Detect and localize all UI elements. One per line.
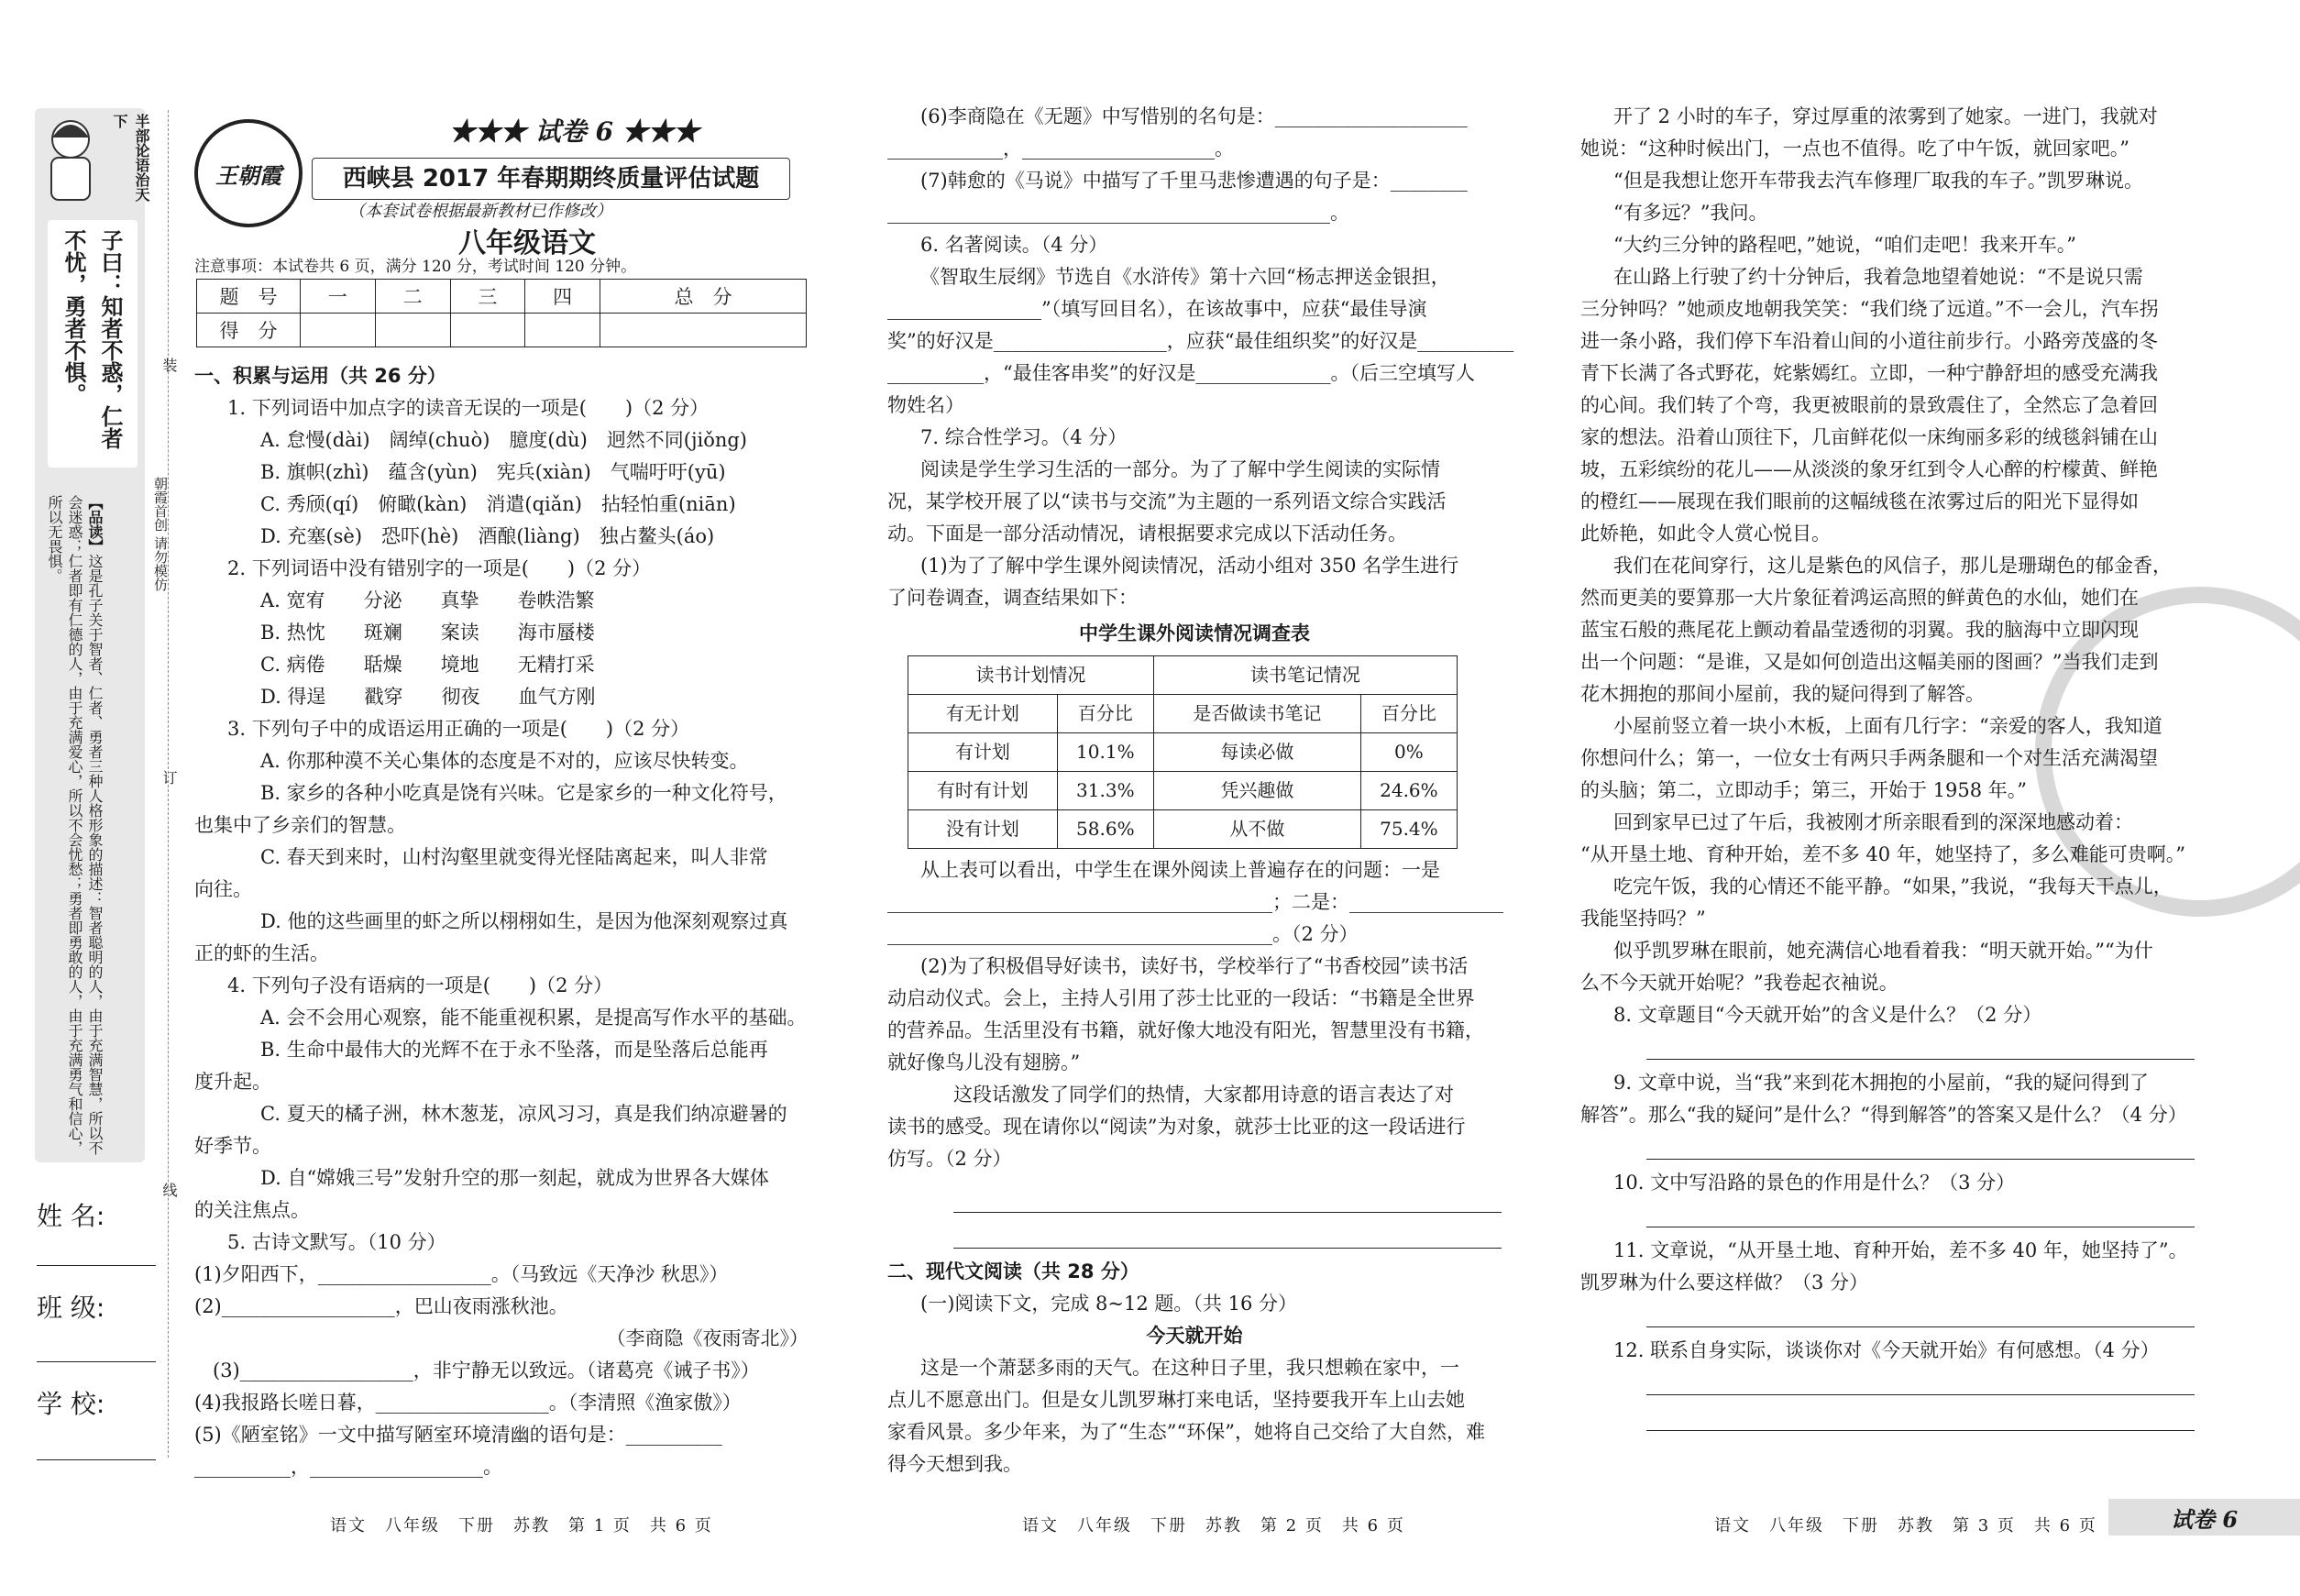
article-line: 家看风景。多少年来，为了“生态”“环保”，她将自己交给了大自然，难 xyxy=(887,1421,1485,1443)
question-line: 4. 下列句子没有语病的一项是( )（2 分） xyxy=(227,974,613,996)
fill-blank-line: (7)韩愈的《马说》中描写了千里马悲惨遭遇的句子是：________ xyxy=(920,170,1468,192)
article-line: 我们在花间穿行，这儿是紫色的风信子，那儿是珊瑚色的郁金香， xyxy=(1613,555,2172,577)
page2-column xyxy=(887,101,1514,1480)
score-header-cell: 一 xyxy=(301,280,376,314)
pindu-text: 这是孔子关于智者、仁者、勇者三种人格形象的描述：智者聪明的人，由于充满智慧，所以不会迷惑；仁者即有仁德的人，由于充满爱心，所以不会忧愁；勇者即勇敢的人，由于充满勇气和信心，所以无畏惧。 xyxy=(46,495,104,1155)
article-line: 出一个问题：“是谁，又是如何创造出这幅美丽的图画？”当我们走到 xyxy=(1580,651,2159,673)
score-header-cell: 二 xyxy=(375,280,450,314)
fill-blank-line: ____________，____________________。 xyxy=(887,138,1234,160)
score-cell[interactable] xyxy=(525,314,600,347)
article-line: 回到家早已过了午后，我被刚才所亲眼看到的深深地感动着： xyxy=(1613,811,2133,833)
option-line: C. 秀颀(qí) 俯瞰(kàn) 消遣(qiǎn) 拈轻怕重(niān) xyxy=(260,493,736,515)
text-line: 从上表可以看出，中学生在课外阅读上普遍存在的问题：一是 xyxy=(920,859,1440,881)
score-header-cell: 总 分 xyxy=(600,280,807,314)
margin-note-1: 装 xyxy=(160,358,178,372)
answer-line[interactable] xyxy=(1646,1299,2195,1327)
text-line: 奖”的好汉是__________________，应获“最佳组织奖”的好汉是__________ xyxy=(887,330,1514,352)
article-line: 花木拥抱的那间小屋前，我的疑问得到了解答。 xyxy=(1580,683,1985,705)
article-line: 在山路上行驶了约十分钟后，我着急地望着她说：“不是说只需 xyxy=(1613,266,2143,288)
avatar-illustration xyxy=(39,112,103,204)
survey-cell: 10.1% xyxy=(1057,733,1153,772)
margin-note-2: 朝霞首创 请勿模仿 xyxy=(152,477,169,591)
score-table xyxy=(196,279,807,347)
question-line: 8. 文章题目“今天就开始”的含义是什么？（2 分） xyxy=(1613,1004,2042,1026)
answer-line[interactable] xyxy=(953,1220,1502,1249)
page3-footer: 语文 八年级 下册 苏教 第 3 页 共 6 页 xyxy=(1714,1516,2097,1535)
option-line: B. 家乡的各种小吃真是饶有兴味。它是家乡的一种文化符号， xyxy=(260,782,787,804)
score-cell[interactable] xyxy=(450,314,525,347)
article-line: 然而更美的要算那一大片象征着鸿运高照的鲜黄色的水仙，她们在 xyxy=(1580,587,2139,609)
option-line: C. 病倦 聒燥 境地 无精打采 xyxy=(260,654,595,676)
text-line: 的营养品。生活里没有书籍，就好像大地没有阳光，智慧里没有书籍， xyxy=(887,1019,1484,1041)
survey-cell: 有时有计划 xyxy=(908,772,1058,810)
page1-footer: 语文 八年级 下册 苏教 第 1 页 共 6 页 xyxy=(330,1516,713,1535)
answer-line[interactable] xyxy=(1646,1367,2195,1395)
subsection-heading: (一)阅读下文，完成 8~12 题。（共 16 分） xyxy=(920,1293,1297,1315)
option-line: D. 他的这些画里的虾之所以栩栩如生，是因为他深刻观察过真 xyxy=(260,910,788,932)
class-label: 班 级: xyxy=(37,1293,105,1323)
survey-cell: 没有计划 xyxy=(908,810,1058,849)
question-line: 凯罗琳为什么要这样做？（3 分） xyxy=(1580,1271,1869,1293)
option-line: D. 充塞(sè) 恐吓(hè) 酒酿(liàng) 独占鳌头(áo) xyxy=(260,525,715,547)
text-line: 这段话激发了同学们的热情，大家都用诗意的语言表达了对 xyxy=(953,1084,1454,1106)
survey-cell: 75.4% xyxy=(1360,810,1457,849)
name-field[interactable] xyxy=(37,1265,156,1266)
score-header-cell: 题 号 xyxy=(197,280,301,314)
star-icon: ★★★ xyxy=(622,116,699,147)
article-line: 她说：“这种时候出门，一点也不值得。吃了中午饭，就回家吧。” xyxy=(1580,138,2129,160)
answer-line[interactable] xyxy=(953,1184,1502,1213)
school-label: 学 校: xyxy=(37,1389,105,1419)
article-line: “从开垦土地、育种开始，差不多 40 年，她坚持了，多么难能可贵啊。” xyxy=(1580,843,2186,865)
question-line: 3. 下列句子中的成语运用正确的一项是( )（2 分） xyxy=(227,718,690,740)
score-row-label: 得 分 xyxy=(197,314,301,347)
page1-column xyxy=(194,360,809,1483)
article-line: 蓝宝石般的燕尾花上颤动着晶莹透彻的羽翼。我的脑海中立即闪现 xyxy=(1580,619,2139,641)
question-line: 11. 文章说，“从开垦土地、育种开始，差不多 40 年，她坚持了”。 xyxy=(1613,1239,2188,1261)
text-line: 阅读是学生学习生活的一部分。为了了解中学生阅读的实际情 xyxy=(920,458,1440,480)
survey-col-header: 是否做读书笔记 xyxy=(1153,695,1360,733)
question-line: 9. 文章中说，当“我”来到花木拥抱的小屋前，“我的疑问得到了 xyxy=(1613,1072,2149,1094)
brand-text: 王朝霞 xyxy=(215,161,281,189)
article-title: 今天就开始 xyxy=(1146,1325,1243,1347)
option-line: 的关注焦点。 xyxy=(194,1199,310,1221)
article-line: 家的想法。沿着山顶往下，几亩鲜花似一床绚丽多彩的绒毯斜铺在山 xyxy=(1580,426,2158,448)
name-label: 姓 名: xyxy=(37,1201,105,1231)
star-icon: ★★★ xyxy=(449,116,527,147)
article-line: 小屋前竖立着一块小木板，上面有几行字：“亲爱的客人，我知道 xyxy=(1613,715,2162,737)
survey-table-title: 中学生课外阅读情况调查表 xyxy=(1079,622,1310,644)
article-line: 点儿不愿意出门。但是女儿凯罗琳打来电话，坚持要我开车上山去她 xyxy=(887,1389,1465,1411)
survey-col-header: 百分比 xyxy=(1360,695,1457,733)
score-header-cell: 三 xyxy=(450,280,525,314)
text-line: 《智取生辰纲》节选自《水浒传》第十六回“杨志押送金银担， xyxy=(920,266,1450,288)
option-line: C. 春天到来时，山村沟壑里就变得光怪陆离起来，叫人非常 xyxy=(260,846,768,868)
table-row xyxy=(908,772,1458,810)
option-line: A. 宽宥 分泌 真挚 卷帙浩繁 xyxy=(260,589,595,611)
text-line: (2)为了积极倡导好读书，读好书，学校举行了“书香校园”读书活 xyxy=(920,955,1469,977)
article-line: 得今天想到我。 xyxy=(887,1453,1022,1475)
survey-cell: 58.6% xyxy=(1057,810,1153,849)
text-line: 况，某学校开展了以“读书与交流”为主题的一系列语文综合实践活 xyxy=(887,490,1447,512)
question-line: 10. 文中写沿路的景色的作用是什么？（3 分） xyxy=(1613,1172,2016,1194)
article-line: 的心间。我们转了个弯，我更被眼前的景致震住了，全然忘了急着回 xyxy=(1580,394,2158,416)
option-line: D. 得逞 戳穿 彻夜 血气方刚 xyxy=(260,686,596,708)
fill-blank-line: ______________________________________________。 xyxy=(887,202,1349,224)
question-line: 2. 下列词语中没有错别字的一项是( )（2 分） xyxy=(227,557,652,579)
margin-note-3: 订 xyxy=(160,770,178,785)
table-row xyxy=(908,733,1458,772)
question-line: 1. 下列词语中加点字的读音无误的一项是( )（2 分） xyxy=(227,397,710,419)
table-row xyxy=(908,810,1458,849)
article-line: 你想问什么；第一，一位女士有两只手两条腿和一个对生活充满渴望 xyxy=(1580,747,2158,769)
section2-heading: 二、现代文阅读（共 28 分） xyxy=(887,1260,1139,1282)
notice-text: 注意事项：本试卷共 6 页，满分 120 分，考试时间 120 分钟。 xyxy=(194,258,637,276)
option-line: 向往。 xyxy=(194,878,252,900)
quote-main: 子曰：知者不惑，仁者不忧，勇者不惧。 xyxy=(61,229,123,449)
survey-group-header: 读书计划情况 xyxy=(908,656,1154,695)
text-line: 仿写。（2 分） xyxy=(887,1148,1012,1170)
article-line: 三分钟吗？”她顽皮地朝我笑笑：“我们绕了远道。”不一会儿，汽车拐 xyxy=(1580,298,2159,320)
option-line: 正的虾的生活。 xyxy=(194,942,329,964)
option-line: B. 生命中最伟大的光辉不在于永不坠落，而是坠落后总能再 xyxy=(260,1039,768,1061)
survey-table xyxy=(908,655,1458,849)
survey-cell: 31.3% xyxy=(1057,772,1153,810)
text-line: 了问卷调查，调查结果如下： xyxy=(887,587,1138,609)
binding-line xyxy=(168,110,169,1458)
option-line: 好季节。 xyxy=(194,1135,271,1157)
article-line: 此娇艳，如此令人赏心悦目。 xyxy=(1580,523,1831,545)
answer-line[interactable] xyxy=(1646,1403,2195,1431)
text-line: 动。下面是一部分活动情况，请根据要求完成以下活动任务。 xyxy=(887,523,1407,545)
answer-line[interactable] xyxy=(1646,1031,2195,1060)
article-line: “但是我想让您开车带我去汽车修理厂取我的车子。”凯罗琳说。 xyxy=(1613,170,2143,192)
question-line: 5. 古诗文默写。（10 分） xyxy=(227,1231,446,1253)
option-line: A. 你那种漠不关心集体的态度是不对的，应该尽快转变。 xyxy=(260,750,749,772)
subject-title: 八年级语文 xyxy=(458,227,596,259)
option-line: A. 怠慢(dài) 阔绰(chuò) 臆度(dù) 迥然不同(jiǒng) xyxy=(260,429,747,451)
article-line: 的头脑；第二，立即动手；第三，开始于 1958 年。” xyxy=(1580,779,2028,801)
score-cell[interactable] xyxy=(375,314,450,347)
article-line: “大约三分钟的路程吧，”她说，“咱们走吧！我来开车。” xyxy=(1613,234,2076,256)
text-line: 读书的感受。现在请你以“阅读”为对象，就莎士比亚的这一段话进行 xyxy=(887,1116,1466,1138)
fill-blank-line: (6)李商隐在《无题》中写惜别的名句是：____________________ xyxy=(920,105,1468,127)
option-line: D. 自“嫦娥三号”发射升空的那一刻起，就成为世界各大媒体 xyxy=(260,1167,769,1189)
margin-note-4: 线 xyxy=(160,1183,178,1197)
question-line: 6. 名著阅读。（4 分） xyxy=(920,234,1108,256)
score-header-cell: 四 xyxy=(525,280,600,314)
option-line: B. 热忱 斑斓 案读 海市蜃楼 xyxy=(260,622,595,644)
survey-cell: 凭兴趣做 xyxy=(1153,772,1360,810)
article-line: 似乎凯罗琳在眼前，她充满信心地看着我：“明天就开始。”“为什 xyxy=(1613,940,2153,962)
option-line: B. 旗帜(zhì) 蕴含(yùn) 宪兵(xiàn) 气喘吁吁(yū) xyxy=(260,461,726,483)
survey-col-header: 百分比 xyxy=(1057,695,1153,733)
answer-line[interactable] xyxy=(1646,1131,2195,1160)
option-line: A. 会不会用心观察，能不能重视积累，是提高写作水平的基础。 xyxy=(260,1007,807,1029)
article-line: 坡，五彩缤纷的花儿——从淡淡的象牙红到令人心醉的柠檬黄、鲜艳 xyxy=(1580,458,2158,480)
article-line: 这是一个萧瑟多雨的天气。在这种日子里，我只想赖在家中，一 xyxy=(920,1357,1459,1379)
fill-blank-line: ________________________________________；二是：________________ xyxy=(887,891,1503,913)
survey-cell: 每读必做 xyxy=(1153,733,1360,772)
page3-column xyxy=(1580,101,2195,1438)
article-line: 么不今天就开始呢？”我卷起衣袖说。 xyxy=(1580,972,1898,994)
text-line: 动启动仪式。会上，主持人引用了莎士比亚的一段话：“书籍是全世界 xyxy=(887,987,1475,1009)
fill-blank-line: (1)夕阳西下，__________________。（马致远《天净沙 秋思》） xyxy=(194,1263,729,1285)
survey-col-header: 有无计划 xyxy=(908,695,1058,733)
survey-cell: 24.6% xyxy=(1360,772,1457,810)
motto-top: 半部论语治天下 xyxy=(111,114,150,202)
article-line: 进一条小路，我们停下车沿着山间的小道往前步行。小路旁茂盛的冬 xyxy=(1580,330,2158,352)
fill-blank-line: __________，__________________。 xyxy=(194,1456,502,1478)
score-cell[interactable] xyxy=(301,314,376,347)
text-line: (1)为了了解中学生课外阅读情况，活动小组对 350 名学生进行 xyxy=(920,555,1459,577)
fill-blank-line: (2)__________________，巴山夜雨涨秋池。 xyxy=(194,1295,568,1317)
option-line: C. 夏天的橘子洲，林木葱茏，凉风习习，真是我们纳凉避暑的 xyxy=(260,1103,787,1125)
option-line: 度升起。 xyxy=(194,1071,271,1093)
footer-badge xyxy=(2108,1499,2300,1535)
answer-line[interactable] xyxy=(1646,1199,2195,1227)
page2-footer: 语文 八年级 下册 苏教 第 2 页 共 6 页 xyxy=(1022,1516,1405,1535)
class-field[interactable] xyxy=(37,1361,156,1362)
question-line: 7. 综合性学习。（4 分） xyxy=(920,426,1128,448)
question-line: 12. 联系自身实际，谈谈你对《今天就开始》有何感想。（4 分） xyxy=(1613,1339,2160,1361)
fill-blank-line: (5)《陋室铭》一文中描写陋室环境清幽的语句是：__________ xyxy=(194,1424,722,1446)
survey-group-header: 读书笔记情况 xyxy=(1153,656,1457,695)
footer-badge-text: 试卷 6 xyxy=(2170,1505,2239,1533)
fill-blank-line: (3)__________________，非宁静无以致远。（诸葛亮《诫子书》） xyxy=(213,1359,760,1381)
fill-blank-line: ________________________________________。（2 分） xyxy=(887,923,1359,945)
exam-title: 西峡县 2017 年春期期终质量评估试题 xyxy=(312,158,790,200)
option-line: 也集中了乡亲们的智慧。 xyxy=(194,814,406,836)
pindu-label: 【品读】 xyxy=(86,495,104,554)
paper-label: ★★★ 试卷 6 ★★★ xyxy=(449,116,699,147)
text-line: 物姓名） xyxy=(887,394,964,416)
pindu-box xyxy=(44,495,143,1155)
survey-cell: 从不做 xyxy=(1153,810,1360,849)
text-line: __________，“最佳客串奖”的好汉是______________。（后三空填写人 xyxy=(887,362,1475,384)
survey-cell: 0% xyxy=(1360,733,1457,772)
text-line: 就好像鸟儿没有翅膀。” xyxy=(887,1051,1081,1073)
exam-subtitle: （本套试卷根据最新教材已作修改） xyxy=(348,202,612,221)
article-line: 青下长满了各式野花，姹紫嫣红。立即，一种宁静舒坦的感受充满我 xyxy=(1580,362,2158,384)
article-line: “有多远？”我问。 xyxy=(1613,202,1768,224)
citation-line: （李商隐《夜雨寄北》） xyxy=(606,1327,809,1349)
survey-cell: 有计划 xyxy=(908,733,1058,772)
fill-blank-line: (4)我报路长嗟日暮，__________________。（李清照《渔家傲》） xyxy=(194,1392,742,1414)
article-line: 的橙红——展现在我们眼前的这幅绒毯在浓雾过后的阳光下显得如 xyxy=(1580,490,2139,512)
brand-logo xyxy=(194,119,303,227)
school-field[interactable] xyxy=(37,1459,156,1460)
section1-heading: 一、积累与运用（共 26 分） xyxy=(194,365,446,387)
article-line: 开了 2 小时的车子，穿过厚重的浓雾到了她家。一进门，我就对 xyxy=(1613,105,2158,127)
article-line: 吃完午饭，我的心情还不能平静。“如果，”我说，“我每天干点儿， xyxy=(1613,875,2173,897)
question-line: 解答”。那么“我的疑问”是什么？“得到解答”的答案又是什么？（4 分） xyxy=(1580,1104,2187,1126)
text-line: ________________”（填写回目名），在该故事中，应获“最佳导演 xyxy=(887,298,1427,320)
score-cell[interactable] xyxy=(600,314,807,347)
article-line: 我能坚持吗？” xyxy=(1580,908,1706,930)
